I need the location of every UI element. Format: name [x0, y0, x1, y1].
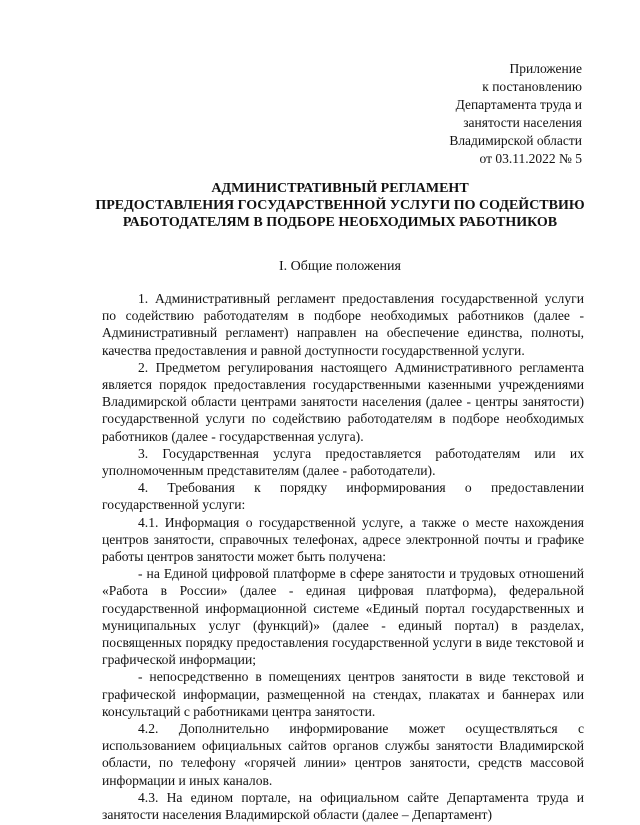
paragraph: 4. Требования к порядку информирования о предоставлении государственной услуги:: [102, 480, 584, 513]
paragraph: - на Единой цифровой платформе в сфере занятости и трудовых отношений «Работа в России» (далее - единая цифровая платформа), федеральной государственной информационной системе «Единый портал государственных и муниципальных услуг (функций)» (далее - единый портал) в разделах, посвященных порядку предоставления государственной услуги в виде текстовой и графической информации;: [102, 566, 584, 668]
title-line: АДМИНИСТРАТИВНЫЙ РЕГЛАМЕНТ: [211, 181, 469, 196]
appendix-line: к постановлению: [482, 79, 582, 94]
paragraph: 4.2. Дополнительно информирование может осуществляться с использованием официальных сайтов органов службы занятости Владимирской области, по телефону «горячей линии» центров занятости, средств массовой информации и иных каналов.: [102, 721, 584, 788]
body-text: [102, 290, 584, 823]
paragraph: 4.3. На едином портале, на официальном сайте Департамента труда и занятости населения Владимирской области (далее – Департамент): [102, 789, 584, 823]
paragraph: 2. Предметом регулирования настоящего Административного регламента является порядок предоставления государственными казенными учреждениями Владимирской области центрами занятости населения (далее - центры занятости) государственной услуги по содействию работодателям в подборе необходимых работников (далее - государственная услуга).: [102, 359, 584, 444]
appendix-line: Приложение: [509, 61, 582, 76]
appendix-line: занятости населения: [463, 115, 582, 130]
appendix-line: Владимирской области: [449, 133, 582, 148]
appendix-block: [402, 60, 582, 168]
appendix-line: от 03.11.2022 № 5: [479, 151, 582, 166]
title-line: РАБОТОДАТЕЛЯМ В ПОДБОРЕ НЕОБХОДИМЫХ РАБОТНИКОВ: [122, 215, 558, 230]
paragraph: 1. Административный регламент предоставления государственной услуги по содействию работодателям в подборе необходимых работников (далее - Административный регламент) направлен на обеспечение единства, полноты, качества предоставления и равной доступности государственной услуги.: [102, 291, 584, 358]
paragraph: - непосредственно в помещениях центров занятости в виде текстовой и графической информации, размещенной на стендах, плакатах и баннерах или консультаций с работниками центра занятости.: [102, 669, 584, 719]
title-line: ПРЕДОСТАВЛЕНИЯ ГОСУДАРСТВЕННОЙ УСЛУГИ ПО СОДЕЙСТВИЮ: [95, 198, 585, 213]
document-title: [90, 180, 590, 231]
paragraph: 4.1. Информация о государственной услуге, а также о месте нахождения центров занятости, справочных телефонах, адресе электронной почты и графике работы центров занятости может быть получена:: [102, 514, 584, 565]
section-heading: I. Общие положения: [279, 259, 401, 274]
appendix-line: Департамента труда и: [455, 97, 582, 112]
paragraph: 3. Государственная услуга предоставляется работодателям или их уполномоченным представителям (далее - работодатели).: [102, 445, 584, 479]
